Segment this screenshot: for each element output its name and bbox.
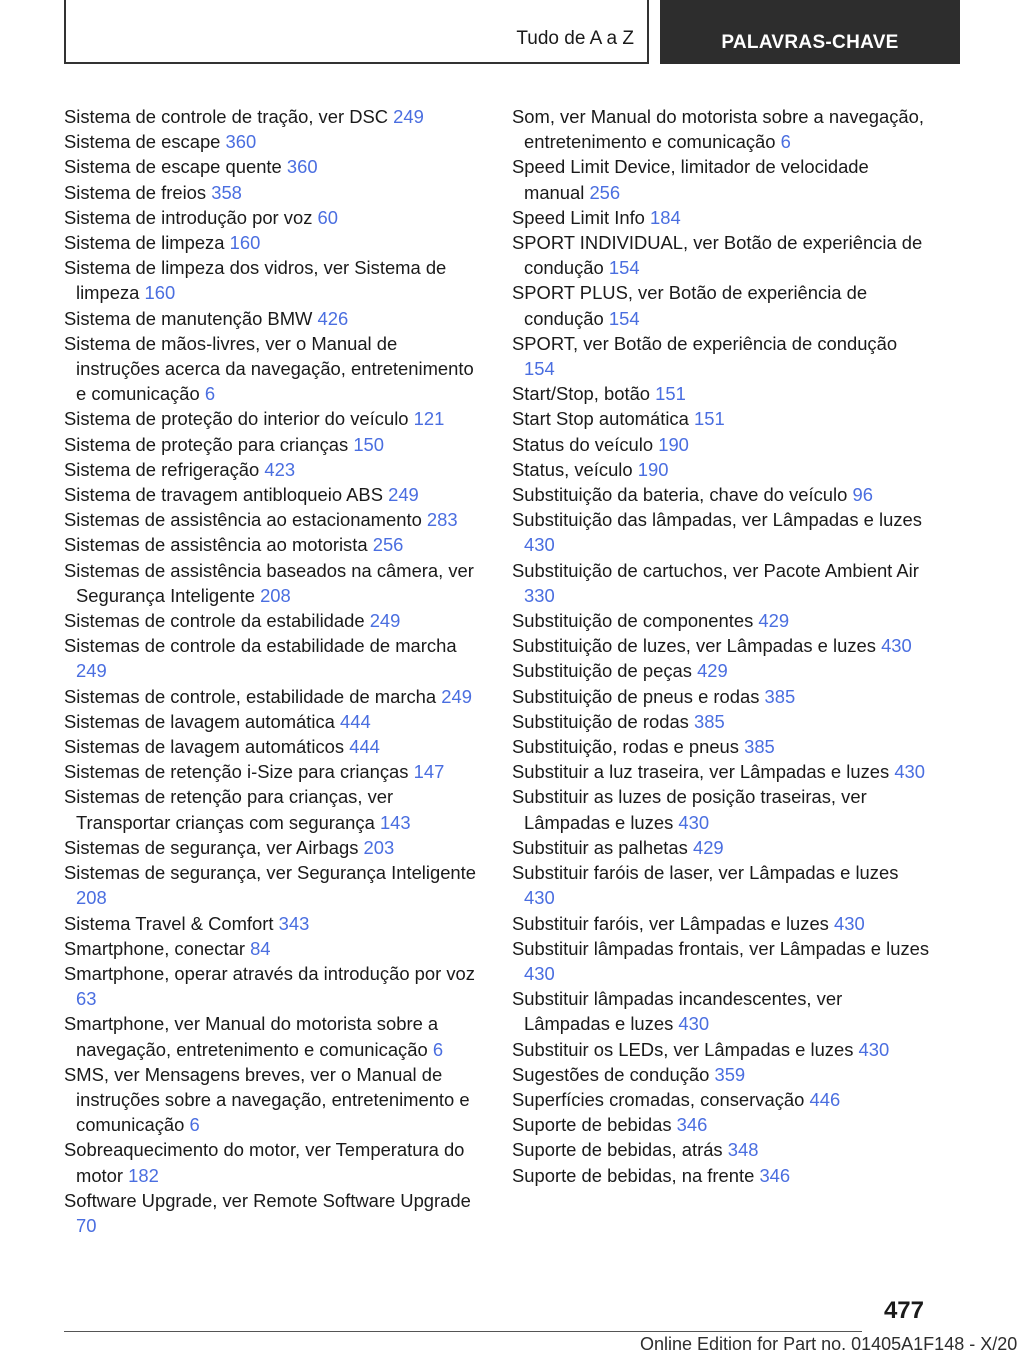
entry-text: Substituir as palhetas bbox=[512, 836, 688, 858]
page-link[interactable]: 182 bbox=[128, 1164, 159, 1186]
page-link[interactable]: 360 bbox=[225, 131, 257, 153]
keywords-tab[interactable]: PALAVRAS-CHAVE bbox=[660, 0, 960, 64]
entry-text: Speed Limit Device, limitador de velocidade manual bbox=[512, 156, 869, 203]
index-entry bbox=[64, 180, 484, 205]
page-link[interactable]: 203 bbox=[363, 836, 395, 858]
page-link[interactable]: 430 bbox=[678, 811, 710, 833]
index-entry bbox=[512, 633, 932, 658]
index-entry bbox=[512, 684, 932, 709]
index-entry bbox=[512, 784, 932, 834]
page-link[interactable]: 151 bbox=[655, 383, 686, 405]
index-entry bbox=[64, 406, 484, 431]
entry-text: Sistemas de segurança, ver Segurança Inteligente bbox=[64, 862, 476, 884]
entry-text: Sistema Travel & Comfort bbox=[64, 912, 274, 934]
index-entry bbox=[64, 936, 484, 961]
entry-text: Smartphone, conectar bbox=[64, 937, 245, 959]
entry-text: Smartphone, operar através da introdução por voz bbox=[64, 962, 475, 984]
page-link[interactable]: 249 bbox=[76, 660, 107, 682]
entry-text: SPORT, ver Botão de experiência de condução bbox=[512, 332, 898, 354]
index-entry bbox=[64, 759, 484, 784]
page-link[interactable]: 444 bbox=[349, 736, 380, 758]
index-entry bbox=[512, 1163, 932, 1188]
entry-text: Sistemas de segurança, ver Airbags bbox=[64, 836, 359, 858]
entry-text: Sistema de escape bbox=[64, 131, 221, 153]
index-entry bbox=[64, 1062, 484, 1138]
entry-text: Substituição das lâmpadas, ver Lâmpadas e luzes bbox=[512, 509, 922, 531]
page-link[interactable]: 426 bbox=[317, 307, 349, 329]
index-entry bbox=[64, 961, 484, 1011]
page-link[interactable]: 283 bbox=[426, 509, 458, 531]
entry-text: Sistema de proteção do interior do veículo bbox=[64, 408, 409, 430]
page-link[interactable]: 70 bbox=[76, 1214, 97, 1236]
entry-text: Substituir lâmpadas incandescentes, ver Lâmpadas e luzes bbox=[512, 988, 843, 1035]
footer-divider bbox=[64, 1331, 862, 1332]
index-entry bbox=[64, 154, 484, 179]
page-link[interactable]: 430 bbox=[524, 534, 555, 556]
entry-text: Substituição de cartuchos, ver Pacote Ambient Air bbox=[512, 559, 919, 581]
index-entry bbox=[512, 406, 932, 431]
index-entry bbox=[512, 1087, 932, 1112]
entry-text: Sobreaquecimento do motor, ver Temperatura do motor bbox=[64, 1139, 465, 1186]
index-entry bbox=[512, 658, 932, 683]
index-entry bbox=[64, 835, 484, 860]
index-entry bbox=[512, 1062, 932, 1087]
page-link[interactable]: 121 bbox=[413, 408, 445, 430]
index-entry bbox=[512, 608, 932, 633]
entry-text: Sistemas de controle, estabilidade de marcha bbox=[64, 685, 437, 707]
index-entry bbox=[64, 129, 484, 154]
index-entry bbox=[64, 709, 484, 734]
entry-text: Sistemas de lavagem automáticos bbox=[64, 736, 345, 758]
index-entry bbox=[512, 1112, 932, 1137]
page-link[interactable]: 6 bbox=[204, 383, 216, 405]
entry-text: Sistema de freios bbox=[64, 181, 207, 203]
entry-text: Som, ver Manual do motorista sobre a navegação, entretenimento e comunicação bbox=[512, 106, 924, 153]
index-entry bbox=[512, 457, 932, 482]
entry-text: Software Upgrade, ver Remote Software Upgrade bbox=[64, 1189, 471, 1211]
page-link[interactable]: 184 bbox=[650, 206, 681, 228]
index-entry bbox=[64, 507, 484, 532]
entry-text: SPORT PLUS, ver Botão de experiência de condução bbox=[512, 282, 868, 329]
entry-text: Superfícies cromadas, conservação bbox=[512, 1088, 805, 1110]
index-entry bbox=[64, 608, 484, 633]
page-link[interactable]: 154 bbox=[608, 257, 640, 279]
index-entry bbox=[64, 734, 484, 759]
entry-text: Sistemas de retenção i-Size para crianças bbox=[64, 761, 409, 783]
page-link[interactable]: 63 bbox=[76, 988, 97, 1010]
entry-text: Substituição de rodas bbox=[512, 710, 689, 732]
entry-text: Sistemas de assistência ao estacionamento bbox=[64, 509, 422, 531]
page-link[interactable]: 150 bbox=[353, 433, 384, 455]
entry-text: Sistema de travagem antibloqueio ABS bbox=[64, 484, 383, 506]
entry-text: Sistema de manutenção BMW bbox=[64, 307, 313, 329]
page-link[interactable]: 190 bbox=[637, 458, 669, 480]
index-entry bbox=[512, 709, 932, 734]
page-link[interactable]: 430 bbox=[678, 1013, 710, 1035]
page-link[interactable]: 358 bbox=[211, 181, 242, 203]
index-entry bbox=[512, 835, 932, 860]
section-title: Tudo de A a Z bbox=[516, 28, 634, 49]
index-entry bbox=[64, 306, 484, 331]
entry-text: Substituir faróis de laser, ver Lâmpadas e luzes bbox=[512, 862, 899, 884]
index-entry bbox=[512, 558, 932, 608]
page-link[interactable]: 385 bbox=[744, 736, 775, 758]
page-link[interactable]: 154 bbox=[608, 307, 640, 329]
index-entry bbox=[512, 432, 932, 457]
index-entry bbox=[64, 1137, 484, 1187]
index-entry bbox=[64, 482, 484, 507]
entry-text: Sistema de introdução por voz bbox=[64, 206, 313, 228]
page-link[interactable]: 430 bbox=[524, 887, 555, 909]
page-link[interactable]: 360 bbox=[286, 156, 318, 178]
index-column-left bbox=[64, 104, 484, 1238]
index-entry bbox=[64, 255, 484, 305]
index-entry bbox=[512, 205, 932, 230]
entry-text: Sistema de limpeza bbox=[64, 232, 225, 254]
entry-text: Suporte de bebidas bbox=[512, 1114, 672, 1136]
index-entry bbox=[64, 532, 484, 557]
index-column-right bbox=[512, 104, 932, 1188]
entry-text: Substituição de luzes, ver Lâmpadas e luzes bbox=[512, 635, 876, 657]
page-link[interactable]: 84 bbox=[250, 937, 271, 959]
index-entry bbox=[64, 911, 484, 936]
entry-text: Sistemas de controle da estabilidade bbox=[64, 610, 365, 632]
page-link[interactable]: 346 bbox=[759, 1164, 791, 1186]
page-link[interactable]: 143 bbox=[379, 811, 411, 833]
page-link[interactable]: 154 bbox=[524, 358, 555, 380]
entry-text: Substituir faróis, ver Lâmpadas e luzes bbox=[512, 912, 829, 934]
page-link[interactable]: 346 bbox=[676, 1114, 708, 1136]
index-entry bbox=[64, 860, 484, 910]
page-link[interactable]: 151 bbox=[693, 408, 725, 430]
page-link[interactable]: 160 bbox=[229, 232, 261, 254]
index-entry bbox=[512, 154, 932, 204]
page-link[interactable]: 249 bbox=[369, 610, 401, 632]
entry-text: Sistema de limpeza dos vidros, ver Sistema de limpeza bbox=[64, 257, 447, 304]
entry-text: SMS, ver Mensagens breves, ver o Manual de instruções sobre a navegação, entretenimento e comunicação bbox=[64, 1063, 470, 1136]
page-link[interactable]: 208 bbox=[76, 887, 107, 909]
index-entry bbox=[64, 784, 484, 834]
index-entry bbox=[512, 280, 932, 330]
entry-text: Smartphone, ver Manual do motorista sobre a navegação, entretenimento e comunicação bbox=[64, 1013, 439, 1060]
entry-text: Suporte de bebidas, na frente bbox=[512, 1164, 755, 1186]
entry-text: Sistemas de retenção para crianças, ver Transportar crianças com segurança bbox=[64, 786, 394, 833]
entry-text: Substituir a luz traseira, ver Lâmpadas e luzes bbox=[512, 761, 890, 783]
page-link[interactable]: 147 bbox=[413, 761, 445, 783]
index-entry bbox=[512, 860, 932, 910]
page-link[interactable]: 6 bbox=[780, 131, 791, 153]
entry-text: Sistema de escape quente bbox=[64, 156, 282, 178]
index-entry bbox=[512, 1137, 932, 1162]
index-entry bbox=[512, 381, 932, 406]
entry-text: Substituição, rodas e pneus bbox=[512, 736, 739, 758]
entry-text: Sistema de refrigeração bbox=[64, 458, 260, 480]
entry-text: Substituição de componentes bbox=[512, 610, 754, 632]
page-link[interactable]: 430 bbox=[894, 761, 926, 783]
entry-text: Sistema de controle de tração, ver DSC bbox=[64, 106, 389, 127]
index-entry bbox=[512, 986, 932, 1036]
page-link[interactable]: 385 bbox=[694, 710, 725, 732]
entry-text: Sistema de proteção para crianças bbox=[64, 433, 349, 455]
page-link[interactable]: 423 bbox=[264, 458, 296, 480]
page-link[interactable]: 160 bbox=[144, 282, 176, 304]
entry-text: Start Stop automática bbox=[512, 408, 689, 430]
page-link[interactable]: 430 bbox=[834, 912, 865, 934]
index-entry bbox=[64, 104, 484, 129]
page-link[interactable]: 429 bbox=[697, 660, 728, 682]
page-link[interactable]: 249 bbox=[393, 106, 424, 127]
index-entry bbox=[64, 205, 484, 230]
index-entry bbox=[512, 230, 932, 280]
page-link[interactable]: 430 bbox=[524, 962, 555, 984]
index-entry bbox=[512, 759, 932, 784]
entry-text: Sistemas de assistência ao motorista bbox=[64, 534, 368, 556]
index-entry bbox=[512, 507, 932, 557]
index-entry bbox=[64, 1011, 484, 1061]
page-link[interactable]: 190 bbox=[658, 433, 689, 455]
entry-text: Start/Stop, botão bbox=[512, 383, 651, 405]
page-link[interactable]: 430 bbox=[858, 1038, 890, 1060]
index-entry bbox=[64, 331, 484, 407]
page-link[interactable]: 256 bbox=[372, 534, 404, 556]
index-entry bbox=[64, 558, 484, 608]
index-entry bbox=[64, 633, 484, 683]
index-entry bbox=[64, 684, 484, 709]
entry-text: Sistemas de assistência baseados na câmera, ver Segurança Inteligente bbox=[64, 559, 474, 606]
entry-text: Substituir lâmpadas frontais, ver Lâmpadas e luzes bbox=[512, 937, 930, 959]
page-link[interactable]: 385 bbox=[764, 685, 796, 707]
index-entry bbox=[64, 230, 484, 255]
index-entry bbox=[512, 734, 932, 759]
page-link[interactable]: 6 bbox=[189, 1114, 200, 1136]
page-link[interactable]: 208 bbox=[260, 584, 291, 606]
entry-text: Sistema de mãos-livres, ver o Manual de instruções acerca da navegação, entretenimento e comunicação bbox=[64, 332, 474, 405]
page-link[interactable]: 429 bbox=[692, 836, 724, 858]
page-link[interactable]: 429 bbox=[758, 610, 790, 632]
page-link[interactable]: 249 bbox=[441, 685, 472, 707]
entry-text: Substituição de pneus e rodas bbox=[512, 685, 760, 707]
entry-text: Sistemas de controle da estabilidade de marcha bbox=[64, 635, 457, 657]
page-link[interactable]: 6 bbox=[432, 1038, 444, 1060]
index-entry bbox=[64, 457, 484, 482]
index-entry bbox=[64, 1188, 484, 1238]
index-entry bbox=[512, 936, 932, 986]
page-link[interactable]: 96 bbox=[852, 484, 873, 506]
entry-text: Substituir as luzes de posição traseiras, ver Lâmpadas e luzes bbox=[512, 786, 867, 833]
page-link[interactable]: 249 bbox=[388, 484, 419, 506]
entry-text: Substituir os LEDs, ver Lâmpadas e luzes bbox=[512, 1038, 854, 1060]
page-number: 477 bbox=[883, 1297, 924, 1324]
index-entry bbox=[512, 1037, 932, 1062]
index-entry bbox=[512, 104, 932, 154]
entry-text: Sistemas de lavagem automática bbox=[64, 710, 335, 732]
page-link[interactable]: 359 bbox=[714, 1063, 746, 1085]
entry-text: Status, veículo bbox=[512, 458, 633, 480]
index-entry bbox=[64, 432, 484, 457]
page-link[interactable]: 446 bbox=[809, 1088, 841, 1110]
page-link[interactable]: 343 bbox=[278, 912, 310, 934]
page-link[interactable]: 330 bbox=[524, 584, 555, 606]
index-entry bbox=[512, 482, 932, 507]
entry-text: Suporte de bebidas, atrás bbox=[512, 1139, 723, 1161]
index-entry bbox=[512, 331, 932, 381]
footer-edition: Online Edition for Part no. 01405A1F148 - X/20 bbox=[640, 1334, 1017, 1354]
entry-text: Speed Limit Info bbox=[512, 206, 645, 228]
page-link[interactable]: 430 bbox=[881, 635, 912, 657]
entry-text: Substituição de peças bbox=[512, 660, 692, 682]
page-link[interactable]: 348 bbox=[727, 1139, 759, 1161]
entry-text: Status do veículo bbox=[512, 433, 654, 455]
page-link[interactable]: 60 bbox=[317, 206, 339, 228]
entry-text: SPORT INDIVIDUAL, ver Botão de experiência de condução bbox=[512, 232, 923, 279]
page-link[interactable]: 444 bbox=[340, 710, 371, 732]
page-link[interactable]: 256 bbox=[589, 181, 621, 203]
index-entry bbox=[512, 911, 932, 936]
entry-text: Substituição da bateria, chave do veículo bbox=[512, 484, 848, 506]
entry-text: Sugestões de condução bbox=[512, 1063, 710, 1085]
